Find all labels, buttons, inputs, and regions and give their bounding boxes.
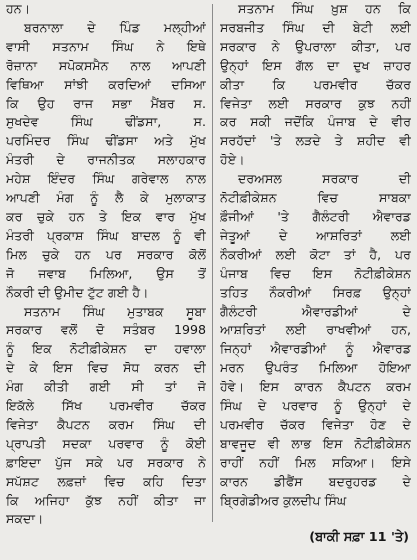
- article-line: ਆਪਣੀ ਮੰਗ ਨੂੰ ਲੈ ਕੇ ਮੁਲਾਕਾਤ: [6, 190, 206, 206]
- article-line: ਸਕਦਾ।: [6, 511, 44, 527]
- article-line: ਸਰਕਾਰ ਵਲੋਂ ਦੋ ਸਤੰਬਰ 1998: [6, 322, 206, 338]
- article-line: ਕਰ ਸਕੀ ਜਦੋਂਕਿ ਪੰਜਾਬ ਦੇ ਵੀਰ: [220, 114, 411, 130]
- article-line: ਕਰ ਚੁਕੇ ਹਨ ਤੇ ਇਕ ਵਾਰ ਮੁੱਖ: [6, 208, 206, 224]
- article-line: ਮੰਤਰੀ ਪ੍ਰਕਾਸ਼ ਸਿੰਘ ਬਾਦਲ ਨੂੰ ਵੀ: [6, 227, 206, 243]
- article-line: ਵਿਥਿਆ ਸਾਂਝੀ ਕਰਦਿਆਂ ਦਸਿਆ: [6, 76, 206, 92]
- article-line: ਪ੍ਰਾਪਤੀ ਸਦਕਾ ਪਰਵਾਰ ਨੂੰ ਕੋਈ: [6, 435, 206, 451]
- article-line: ਮੰਗ ਕੀਤੀ ਗਈ ਸੀ ਤਾਂ ਜੋ: [6, 379, 206, 395]
- article-line: ਕੀਤਾ ਕਿ ਪਰਮਵੀਰ ਚੱਕਰ: [220, 76, 411, 92]
- article-line: ਦਰਅਸਲ ਸਰਕਾਰ ਦੀ: [238, 171, 411, 187]
- article-line: ਰਾਹੀਂ ਨਹੀਂ ਮਿਲ ਸਕਿਆ। ਇਸੇ: [220, 454, 411, 470]
- article-line: ਫ਼ੌਜੀਆਂ 'ਤੇ ਗੈਲੰਟਰੀ ਐਵਾਰਡ: [220, 208, 411, 224]
- article-line: ਮਿਲ ਚੁਕੇ ਹਨ ਪਰ ਸਰਕਾਰ ਕੋਲੋਂ: [6, 246, 206, 262]
- article-line: ਨੋਟੀਫ਼ੀਕੇਸ਼ਨ ਵਿਚ ਸਾਬਕਾ: [220, 190, 411, 206]
- article-line: ਹੋਏ।: [220, 152, 245, 168]
- article-line: ਮਹੇਸ਼ ਇੰਦਰ ਸਿੰਘ ਗਰੇਵਾਲ ਨਾਲ: [6, 171, 206, 187]
- article-line: ਫ਼ਾਇਦਾ ਪੁੱਜ ਸਕੇ ਪਰ ਸਰਕਾਰ ਨੇ: [6, 454, 206, 470]
- article-line: ਦੇ ਕੇ ਇਸ ਵਿਚ ਸੋਧ ਕਰਨ ਦੀ: [6, 360, 206, 376]
- article-line: ਬ੍ਰਿਗੇਡੀਅਰ ਕੁਲਦੀਪ ਸਿੰਘ: [220, 492, 347, 508]
- article-line: ਮਰਨ ਉਪਰੰਤ ਮਿਲਿਆ ਹੋਇਆ: [220, 360, 411, 376]
- article-line: ਸਰਹੱਦਾਂ 'ਤੇ ਲੜਦੇ ਤੇ ਸ਼ਹੀਦ ਵੀ: [220, 133, 411, 149]
- article-line: ਵਿਜੇਤਾ ਕੈਪਟਨ ਕਰਮ ਸਿੰਘ ਦੀ: [6, 416, 206, 432]
- article-line: ਸਿੰਘ ਦੇ ਪਰਵਾਰ ਨੂੰ ਉਨ੍ਹਾਂ ਦੇ: [220, 398, 411, 414]
- article-line: ਹੋਵੇ। ਇਸ ਕਾਰਨ ਕੈਪਟਨ ਕਰਮ: [220, 379, 411, 395]
- article-line: ਸਤਨਾਮ ਸਿੰਘ ਮੁਤਾਬਕ ਸੂਬਾ: [24, 303, 206, 319]
- article-line: ਨੌਕਰੀਆਂ ਲਈ ਕੋਟਾ ਤਾਂ ਹੈ, ਪਰ: [220, 246, 411, 262]
- article-line: ਰੋਜ਼ਾਨਾ ਸਪੋਕਸਮੈਨ ਨਾਲ ਆਪਣੀ: [6, 57, 206, 73]
- article-line: ਕਿ ਅਜਿਹਾ ਕੁੱਝ ਨਹੀਂ ਕੀਤਾ ਜਾ: [6, 492, 206, 508]
- article-line: ਉਨ੍ਹਾਂ ਇਸ ਗੱਲ ਦਾ ਦੁਖ ਜ਼ਾਹਰ: [220, 57, 411, 73]
- article-line: ਹਨ।: [6, 1, 31, 16]
- article-line: ਪਰਮਿੰਦਰ ਸਿੰਘ ਢੀਂਡਸਾ ਅਤੇ ਮੁੱਖ: [6, 133, 206, 149]
- article-line: ਸਤਨਾਮ ਸਿੰਘ ਖ਼ੁਸ਼ ਹਨ ਕਿ: [238, 1, 411, 16]
- article-line: ਵਾਸੀ ਸਤਨਾਮ ਸਿੰਘ ਨੇ ਇਥੇ: [6, 38, 206, 54]
- article-line: ਆਸ਼ਰਿਤਾਂ ਲਈ ਰਾਖਵੀਆਂ ਹਨ,: [220, 322, 411, 338]
- article-line: ਜਿਨ੍ਹਾਂ ਐਵਾਰਡੀਆਂ ਨੂੰ ਐਵਾਰਡ: [220, 341, 411, 357]
- article-line: ਕਾਰਨ ਡੀਫੈਂਸ ਬਦਰੁਹਰਡ ਦੇ: [220, 473, 411, 489]
- article-line: ਮੰਤਰੀ ਦੇ ਰਾਜਨੀਤਕ ਸਲਾਹਕਾਰ: [6, 152, 206, 168]
- article-line: ਨੂੰ ਇਕ ਨੋਟੀਫ਼ੀਕੇਸ਼ਨ ਦਾ ਹਵਾਲਾ: [6, 341, 206, 357]
- article-line: ਵਿਜੇਤਾ ਲਈ ਸਰਕਾਰ ਕੁਝ ਨਹੀਂ: [220, 95, 411, 111]
- article-line: ਨੌਕਰੀ ਦੀ ਉਮੀਦ ਟੁੱਟ ਗਈ ਹੈ।: [6, 284, 149, 300]
- column-divider: [212, 4, 213, 522]
- article-line: ਬਾਵਜੂਦ ਵੀ ਲਾਭ ਇਸ ਨੋਟੀਫ਼ੀਕੇਸ਼ਨ: [220, 435, 411, 451]
- article-line: ਪਰਮਵੀਰ ਚੱਕਰ ਵਿਜੇਤਾ ਹੋਣ ਦੇ: [220, 416, 411, 432]
- article-line: ਜੋ ਜਵਾਬ ਮਿਲਿਆ, ਉਸ ਤੋਂ: [6, 265, 206, 281]
- article-line: ਗੈਲੰਟਰੀ ਐਵਾਰਡੀਆਂ ਦੇ: [220, 303, 411, 319]
- article-line: ਕਿ ਉਹ ਰਾਜ ਸਭਾ ਮੈਂਬਰ ਸ.: [6, 95, 206, 111]
- article-line: ਜੇਤੂਆਂ ਦੇ ਆਸ਼ਰਿਤਾਂ ਲਈ: [220, 227, 411, 243]
- article-line: ਸਪੱਸ਼ਟ ਲਫ਼ਜ਼ਾਂ ਵਿਚ ਕਹਿ ਦਿਤਾ: [6, 473, 206, 489]
- continued-note: (ਬਾਕੀ ਸਫ਼ਾ 11 'ਤੇ): [309, 530, 409, 545]
- article-right-column: [220, 0, 411, 510]
- article-line: ਪੰਜਾਬ ਵਿਚ ਇਸ ਨੋਟੀਫ਼ੀਕੇਸ਼ਨ: [220, 265, 411, 281]
- article-left-column: [6, 0, 206, 529]
- article-line: ਸੁਖਦੇਵ ਸਿੰਘ ਢੀਂਡਸਾ, ਸ.: [6, 114, 206, 130]
- article-line: ਸਰਬਜੀਤ ਸਿੰਘ ਦੀ ਬੇਟੀ ਲਈ: [220, 19, 411, 35]
- article-line: ਬਰਨਾਲਾ ਦੇ ਪਿੰਡ ਮਲ੍ਹੀਆਂ: [24, 19, 206, 35]
- article-line: ਸਰਕਾਰ ਨੇ ਉਪਰਾਲਾ ਕੀਤਾ, ਪਰ: [220, 38, 411, 54]
- article-line: ਤਹਿਤ ਨੌਕਰੀਆਂ ਸਿਰਫ਼ ਉਨ੍ਹਾਂ: [220, 284, 411, 300]
- article-line: ਇਕੱਲੇ ਸਿੱਖ ਪਰਮਵੀਰ ਚੱਕਰ: [6, 398, 206, 414]
